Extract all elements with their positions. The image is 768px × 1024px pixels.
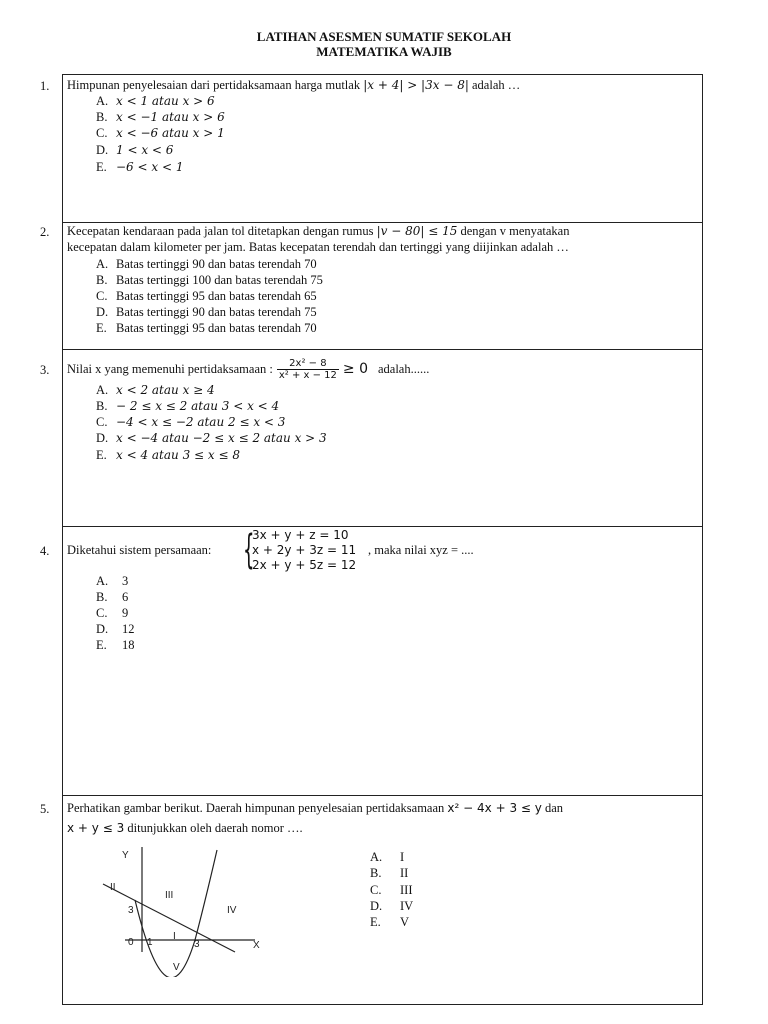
question-1-math: |x + 4| > |3x − 8|: [363, 78, 469, 92]
q3-option-a[interactable]: [96, 383, 215, 398]
option-letter: A.: [96, 383, 109, 397]
question-4-number: 4.: [40, 544, 50, 558]
option-letter: E.: [96, 321, 107, 335]
question-3-relation: ≥ 0: [342, 361, 368, 377]
question-5-text-post: dan: [541, 801, 564, 815]
option-text: III: [400, 883, 413, 897]
q5-option-a[interactable]: [370, 850, 404, 865]
option-text: x < −6 atau x > 1: [116, 126, 225, 140]
parabola-line-graph: [95, 842, 270, 977]
option-letter: D.: [96, 305, 109, 319]
tick-1-label: 1: [147, 937, 153, 948]
question-3-fraction: [277, 358, 339, 381]
region-I-label: I: [173, 931, 176, 942]
q2-option-d[interactable]: [96, 305, 317, 320]
option-letter: D.: [96, 143, 109, 157]
option-text: −4 < x ≤ −2 atau 2 ≤ x < 3: [116, 415, 286, 429]
region-II-label: II: [110, 882, 116, 893]
option-letter: B.: [96, 590, 108, 604]
option-letter: C.: [96, 606, 108, 620]
q2-option-a[interactable]: [96, 257, 317, 272]
option-letter: A.: [96, 257, 109, 271]
option-text: 6: [122, 590, 129, 604]
option-letter: D.: [96, 431, 109, 445]
option-letter: D.: [370, 899, 383, 913]
q5-option-e[interactable]: [370, 915, 409, 930]
q3-option-e[interactable]: [96, 448, 240, 463]
q5-option-c[interactable]: [370, 883, 413, 898]
question-5-line-2: [67, 821, 303, 836]
question-3-text-post: adalah......: [377, 361, 430, 376]
parabola-curve: [135, 850, 217, 977]
system-brace: {: [243, 527, 255, 573]
question-5-text-post-2: ditunjukkan oleh daerah nomor ….: [124, 821, 303, 835]
option-text: 3: [122, 574, 129, 588]
tick-3x-label: 3: [194, 939, 200, 950]
q1-option-b[interactable]: [96, 110, 225, 125]
option-letter: C.: [96, 415, 108, 429]
option-letter: B.: [96, 273, 108, 287]
option-text: 18: [122, 638, 135, 652]
question-2-text-post: dengan v menyatakan: [457, 224, 570, 238]
q1-option-a[interactable]: [96, 94, 215, 109]
question-5-number: 5.: [40, 802, 50, 816]
option-letter: C.: [96, 126, 108, 140]
question-5-math-2: x + y ≤ 3: [67, 821, 125, 835]
q4-option-c[interactable]: [96, 606, 128, 621]
question-2-line-1: [67, 224, 569, 239]
system-equation-2: x + 2y + 3z = 11: [252, 543, 357, 557]
option-text: V: [400, 915, 410, 929]
option-text: 1 < x < 6: [116, 143, 174, 157]
question-3-text: [67, 354, 429, 384]
option-letter: E.: [96, 160, 107, 174]
origin-label: 0: [128, 937, 134, 948]
tick-3y-label: 3: [128, 905, 134, 916]
q4-option-a[interactable]: [96, 574, 128, 589]
question-1-text: [67, 78, 520, 93]
option-text: x < 2 atau x ≥ 4: [116, 383, 215, 397]
option-text: II: [400, 866, 409, 880]
question-4-text-pre: Diketahui sistem persamaan:: [67, 543, 212, 557]
question-5-line-1: [67, 801, 563, 816]
option-letter: A.: [96, 94, 109, 108]
option-text: x < −4 atau −2 ≤ x ≤ 2 atau x > 3: [116, 431, 327, 445]
option-letter: E.: [96, 638, 107, 652]
option-letter: A.: [370, 850, 383, 864]
q4-option-e[interactable]: [96, 638, 135, 653]
option-letter: B.: [370, 866, 382, 880]
option-letter: A.: [96, 574, 109, 588]
option-text: Batas tertinggi 95 dan batas terendah 65: [116, 289, 317, 303]
option-letter: B.: [96, 110, 108, 124]
option-text: Batas tertinggi 100 dan batas terendah 75: [116, 273, 323, 287]
option-text: IV: [400, 899, 414, 913]
q5-option-b[interactable]: [370, 866, 408, 881]
option-letter: E.: [96, 448, 107, 462]
page-title: LATIHAN ASESMEN SUMATIF SEKOLAH: [256, 29, 512, 44]
option-text: Batas tertinggi 90 dan batas terendah 70: [116, 257, 317, 271]
question-5-math-1: x² − 4x + 3 ≤ y: [447, 801, 542, 815]
question-2-line-2: kecepatan dalam kilometer per jam. Batas kecepatan terendah dan tertinggi yang diijinkan adalah …: [67, 240, 569, 254]
region-V-label: V: [173, 962, 180, 973]
fraction-denominator: x² + x − 12: [278, 369, 337, 381]
option-text: Batas tertinggi 95 dan batas terendah 70: [116, 321, 317, 335]
option-letter: B.: [96, 399, 108, 413]
option-text: −6 < x < 1: [116, 160, 184, 174]
question-3-text-pre: Nilai x yang memenuhi pertidaksamaan :: [67, 361, 273, 376]
question-5-text-pre: Perhatikan gambar berikut. Daerah himpunan penyelesaian pertidaksamaan: [67, 801, 448, 815]
q1-option-e[interactable]: [96, 160, 183, 175]
question-2-number: 2.: [40, 225, 50, 239]
region-IV-label: IV: [227, 905, 237, 916]
option-text: − 2 ≤ x ≤ 2 atau 3 < x < 4: [116, 399, 280, 413]
question-1-number: 1.: [40, 79, 50, 93]
option-letter: D.: [96, 622, 109, 636]
q2-option-b[interactable]: [96, 273, 323, 288]
option-text: x < 4 atau 3 ≤ x ≤ 8: [116, 448, 240, 462]
system-equation-1: 3x + y + z = 10: [252, 528, 349, 542]
option-letter: C.: [370, 883, 382, 897]
q4-option-b[interactable]: [96, 590, 128, 605]
q4-option-d[interactable]: [96, 622, 135, 637]
option-letter: C.: [96, 289, 108, 303]
question-4-box: [62, 526, 703, 796]
q3-option-c[interactable]: [96, 415, 285, 430]
question-2-text-pre: Kecepatan kendaraan pada jalan tol ditetapkan dengan rumus: [67, 224, 377, 238]
q2-option-e[interactable]: [96, 321, 317, 336]
option-text: x < −1 atau x > 6: [116, 110, 225, 124]
q3-option-d[interactable]: [96, 431, 327, 446]
q1-option-d[interactable]: [96, 143, 173, 158]
fraction-numerator: 2x² − 8: [277, 358, 339, 370]
question-2-math: |v − 80| ≤ 15: [376, 224, 458, 238]
region-III-label: III: [165, 890, 174, 901]
y-axis-label: Y: [122, 850, 129, 861]
option-text: I: [400, 850, 405, 864]
question-1-text-post: adalah …: [468, 78, 521, 92]
q3-option-b[interactable]: [96, 399, 279, 414]
option-text: Batas tertinggi 90 dan batas terendah 75: [116, 305, 317, 319]
q1-option-c[interactable]: [96, 126, 225, 141]
question-4-text-post: , maka nilai xyz = ....: [368, 543, 474, 557]
question-1-text-pre: Himpunan penyelesaian dari pertidaksamaan harga mutlak: [67, 78, 364, 92]
option-letter: E.: [370, 915, 381, 929]
question-3-number: 3.: [40, 363, 50, 377]
x-axis-label: X: [253, 940, 260, 951]
system-equation-3: 2x + y + 5z = 12: [252, 558, 357, 572]
option-text: 12: [122, 622, 135, 636]
q5-option-d[interactable]: [370, 899, 413, 914]
page-subtitle: MATEMATIKA WAJIB: [316, 44, 452, 59]
q2-option-c[interactable]: [96, 289, 317, 304]
option-text: x < 1 atau x > 6: [116, 94, 215, 108]
option-text: 9: [122, 606, 129, 620]
